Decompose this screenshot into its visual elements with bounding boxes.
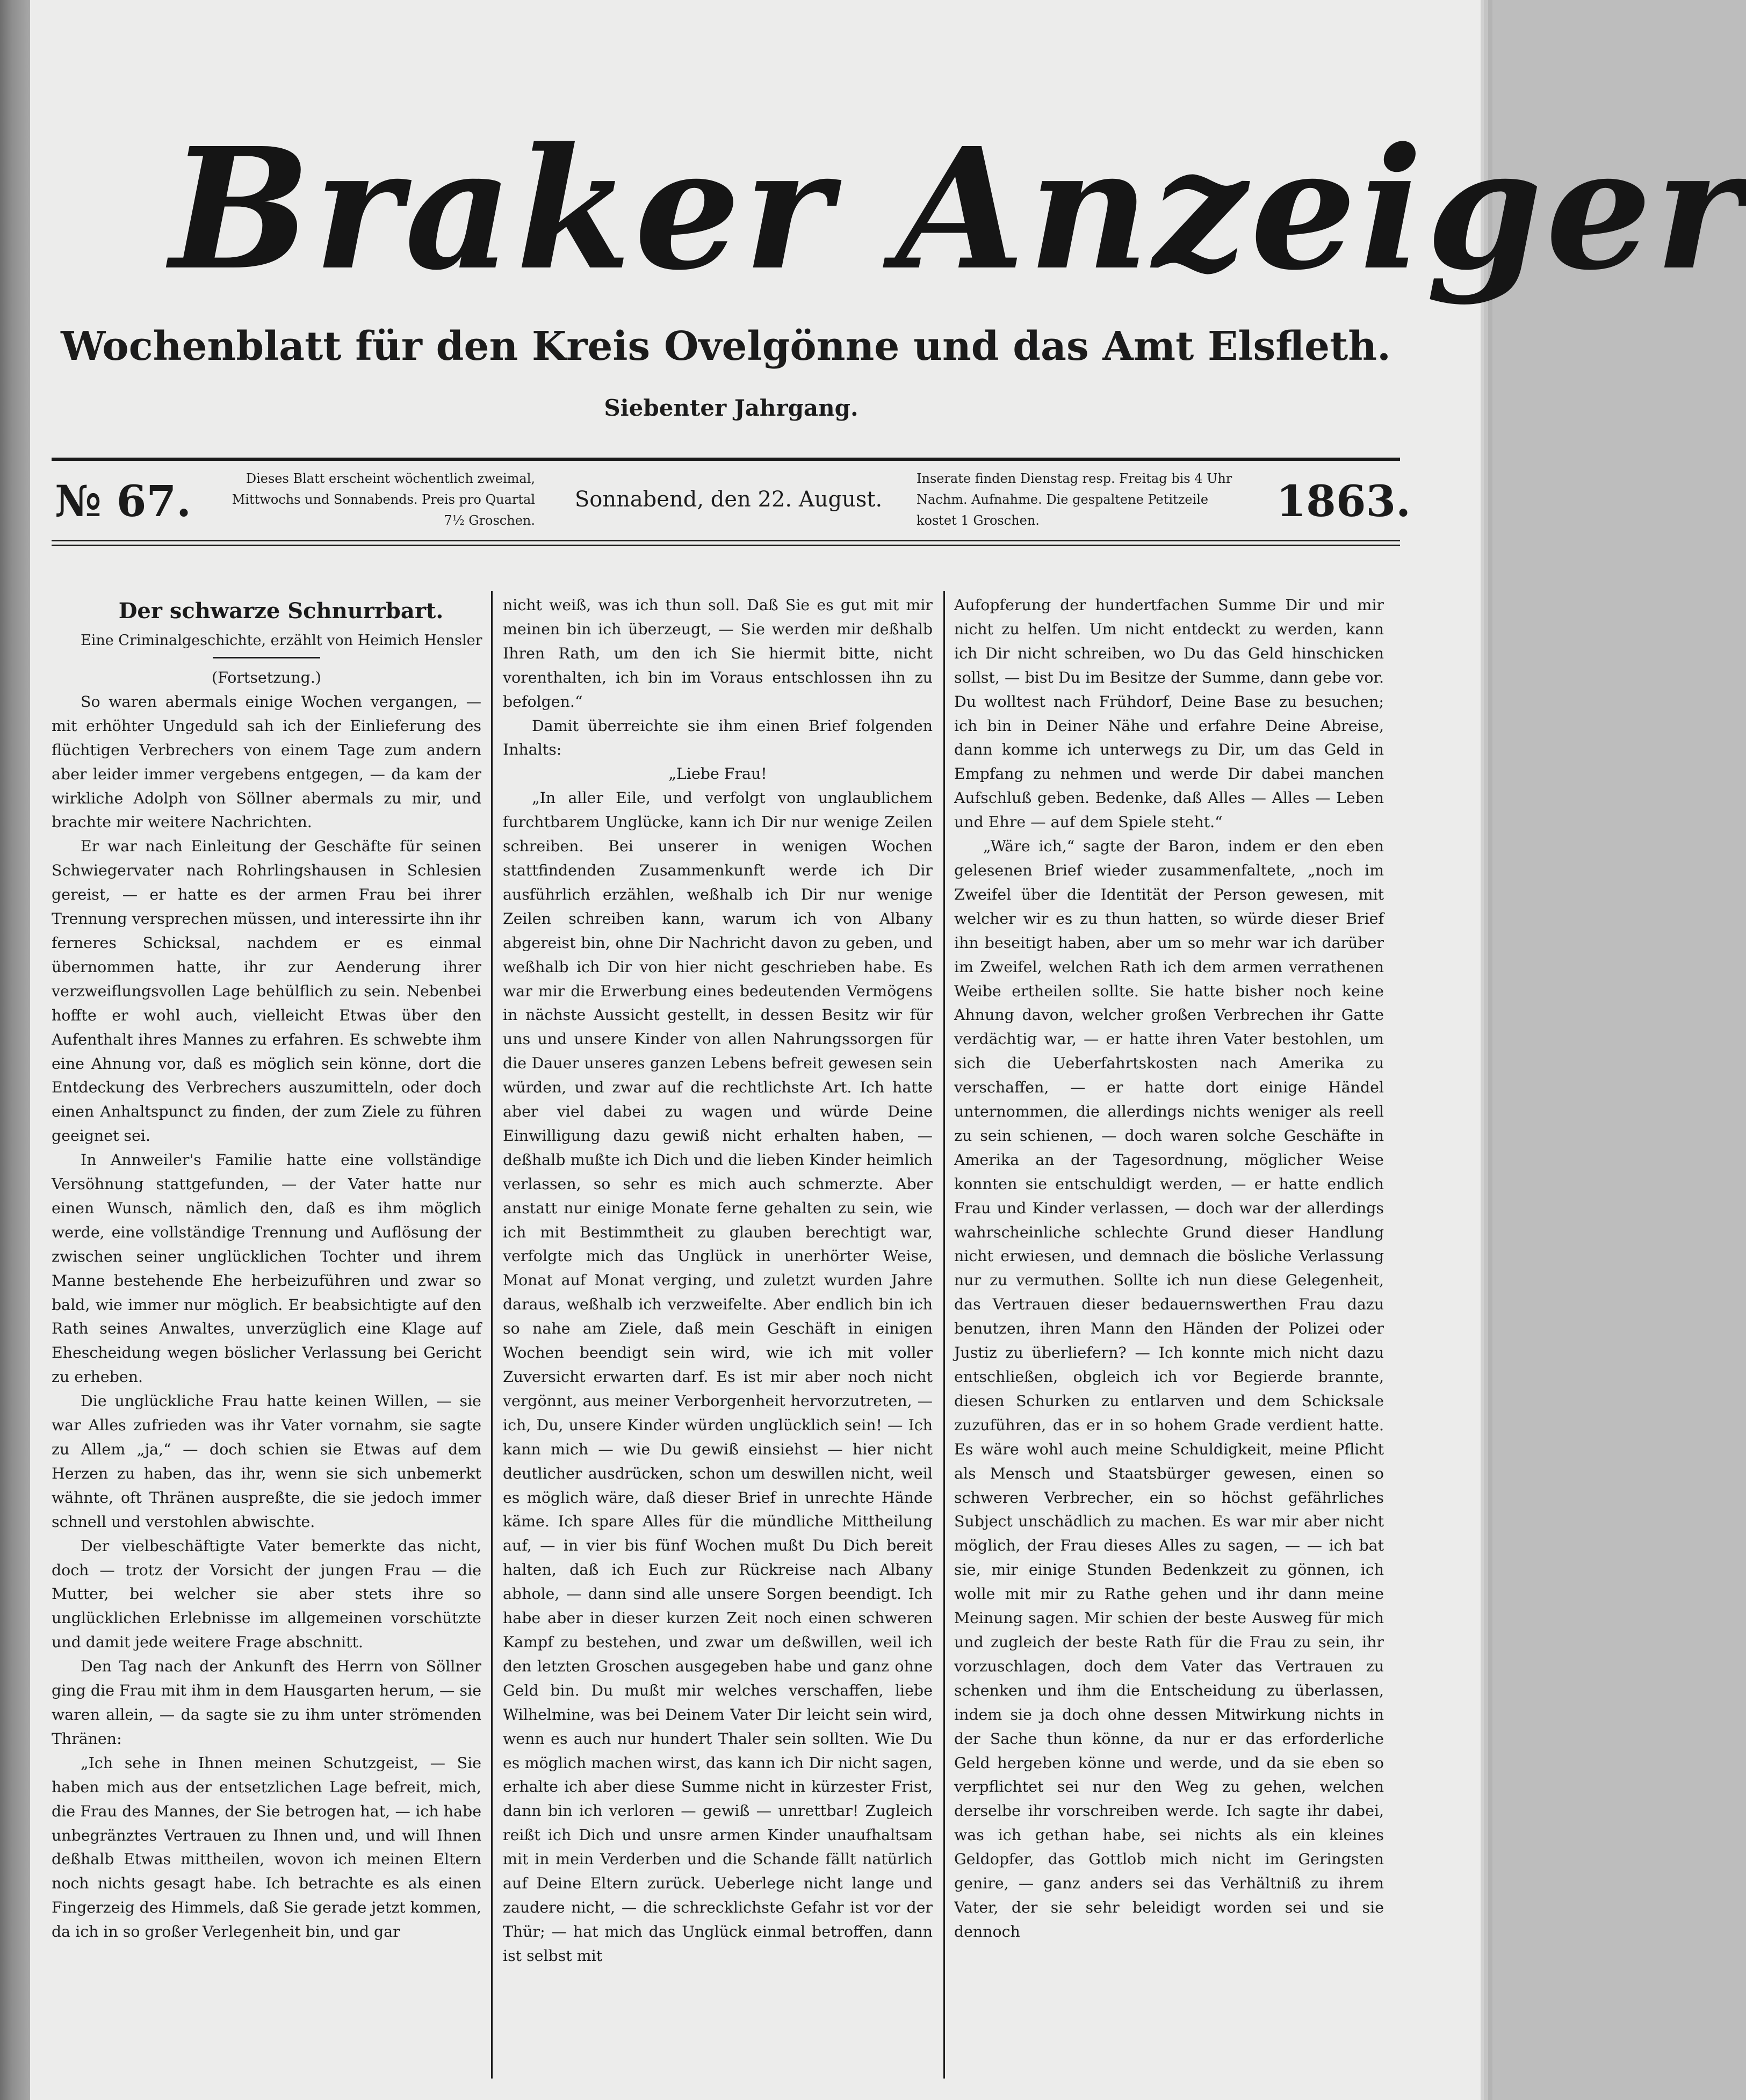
title-divider [213, 657, 320, 658]
article-byline: Eine Criminalgeschichte, erzählt von Heimich Hensler [81, 632, 482, 649]
letter-salutation: „Liebe Frau! [668, 765, 767, 783]
ads-note: Inserate finden Dienstag resp. Freitag bis 4 Uhr Nachm. Aufnahme. Die gespaltene Petitzeile kostet 1 Groschen. [917, 471, 1232, 528]
paragraph: „Wäre ich,“ sagte der Baron, indem er den eben gelesenen Brief wieder zusammenfaltete, „noch im Zweifel über die Identität der Person gewesen, mit welcher wir es zu thun hatten, so würde dieser Brief ihn beseitigt haben, aber um so mehr war ich darüber im Zweifel, welchen Rath ich dem armen verrathenen Weibe ertheilen sollte. Sie hatte bisher noch keine Ahnung davon, welcher großen Verbrechen ihr Gatte verdächtig war, — er hatte ihren Vater bestohlen, um sich die Ueberfahrtskosten nach Amerika zu verschaffen, — er hatte dort einige Händel unternommen, die allerdings nichts weniger als reell zu sein schienen, — doch waren solche Geschäfte in Amerika an der Tagesordnung, möglicher Weise konnten sie entschuldigt werden, — er hatte endlich Frau und Kinder verlassen, — doch war der allerdings wahrscheinliche schlechte Grund dieser Handlung nicht erwiesen, und demnach die bösliche Verlassung nur zu vermuthen. Sollte ich nun diese Gelegenheit, das Vertrauen dieser bedauernswerthen Frau dazu benutzen, ihren Mann den Händen der Polizei oder Justiz zu überliefern? — Ich konnte mich nicht dazu entschließen, obgleich ich vor Begierde brannte, diesen Schurken zu entlarven und dem Schicksale zuzuführen, das er in so hohem Grade verdient hatte. Es wäre wohl auch meine Schuldigkeit, meine Pflicht als Mensch und Staatsbürger gewesen, einen so schweren Verbrecher, ein so höchst gefährliches Subject unschädlich zu machen. Es war mir aber nicht möglich, der Frau dieses Alles zu sagen, — — ich bat sie, mir einige Stunden Bedenkzeit zu gönnen, ich wolle mit mir zu Rathe gehen und ihr dann meine Meinung sagen. Mir schien der beste Ausweg für mich und zugleich der beste Rath für die Frau zu sein, ihr vorzuschlagen, doch dem Vater das Vertrauen zu schenken und ihm die Entscheidung zu überlassen, indem sie ja doch ohne dessen Mitwirkung nichts in der Sache thun könne, da nur er das erforderliche Geld hergeben könne und werde, und da sie eben so verpflichtet sei nur den Weg zu gehen, welchen derselbe ihr vorschreiben werde. Ich sagte ihr dabei, was ich gethan habe, sei nichts als ein kleines Geldopfer, das Gottlob mich nicht im Geringsten genire, — ganz anders sei das Verhältniß zu ihrem Vater, der sie sehr beleidigt worden sei und sie dennoch [954, 837, 1384, 1940]
issue-number: № 67. [55, 476, 191, 526]
masthead-subtitle: Wochenblatt für den Kreis Ovelgönne und das Amt Elsfleth. [61, 323, 1391, 370]
text-column-2 [503, 593, 933, 2079]
masthead-volume: Siebenter Jahrgang. [604, 395, 858, 421]
header-rule-bottom-double [52, 545, 1400, 546]
article-title: Der schwarze Schnurrbart. [118, 598, 444, 624]
issue-date: Sonnabend, den 22. August. [574, 487, 883, 512]
paragraph: Damit überreichte sie ihm einen Brief folgenden Inhalts: [503, 716, 933, 759]
text-column-1 [52, 593, 481, 2079]
column-divider-right [943, 591, 945, 2079]
paragraph: Aufopferung der hundertfachen Summe Dir und mir nicht zu helfen. Um nicht entdeckt zu werden, kann ich Dir nicht schreiben, wo Du das Geld hinschicken sollst, — bist Du im Besitze der Summe, dann gebe vor. Du wolltest nach Frühdorf, Deine Base zu besuchen; ich bin in Deiner Nähe und erfahre Deine Abreise, dann komme ich unterwegs zu Dir, um das Geld in Empfang zu nehmen und werde Dir dabei manchen Aufschluß geben. Bedenke, daß Alles — Alles — Leben und Ehre — auf dem Spiele steht.“ [954, 596, 1384, 831]
issue-year: 1863. [1276, 476, 1411, 526]
paragraph: „Ich sehe in Ihnen meinen Schutzgeist, — Sie haben mich aus der entsetzlichen Lage befreit, mich, die Frau des Mannes, der Sie betrogen hat, — ich habe unbegränztes Vertrauen zu Ihnen und, und will Ihnen deßhalb Etwas mittheilen, wovon ich meinen Eltern noch nichts gesagt habe. Ich betrachte es als einen Fingerzeig des Himmels, daß Sie gerade jetzt kommen, da ich in so großer Verlegenheit bin, und gar [52, 1754, 481, 1941]
paragraph: nicht weiß, was ich thun soll. Daß Sie es gut mit mir meinen bin ich überzeugt, — Sie werden mir deßhalb Ihren Rath, um den ich Sie hiermit bitte, nicht vorenthalten, ich bin im Voraus entschlossen ihn zu befolgen.“ [503, 596, 933, 711]
header-rule-bottom [52, 540, 1400, 541]
paragraph: Der vielbeschäftigte Vater bemerkte das nicht, doch — trotz der Vorsicht der jungen Frau — die Mutter, bei welcher sie aber stets ihre so unglücklichen Erlebnisse im allgemeinen vorschützte und damit jede weitere Frage abschnitt. [52, 1537, 481, 1652]
column-divider-left [491, 591, 493, 2079]
article-continuation: (Fortsetzung.) [212, 669, 321, 686]
text-column-3 [954, 593, 1384, 2079]
paragraph: Die unglückliche Frau hatte keinen Willen, — sie war Alles zufrieden was ihr Vater vornahm, sie sagte zu Allem „ja,“ — doch schien sie Etwas auf dem Herzen zu haben, das ihr, wenn sie sich unbemerkt wähnte, oft Thränen auspreßte, die sie jedoch immer schnell und verstohlen abwischte. [52, 1392, 481, 1531]
paragraph: „In aller Eile, und verfolgt von unglaublichem furchtbarem Unglücke, kann ich Dir nur wenige Zeilen schreiben. Bei unserer in wenigen Wochen stattfindenden Zusammenkunft werde ich Dir ausführlich erzählen, weßhalb ich Dir nur wenige Zeilen schreiben kann, warum ich von Albany abgereist bin, ohne Dir Nachricht davon zu geben, und weßhalb ich Dir von hier nicht geschrieben habe. Es war mir die Erwerbung eines bedeutenden Vermögens in nächste Aussicht gestellt, in dessen Besitz wir für uns und unsere Kinder von allen Nahrungssorgen für die Dauer unseres ganzen Lebens befreit gewesen sein würden, und zwar auf die rechtlichste Art. Ich hatte aber viel dabei zu wagen und würde Deine Einwilligung dazu gewiß nicht erhalten haben, — deßhalb mußte ich Dich und die lieben Kinder heimlich verlassen, so sehr es mich auch schmerzte. Aber anstatt nur einige Monate ferne gehalten zu sein, wie ich mit Bestimmtheit zu glauben berechtigt war, verfolgte mich das Unglück in unerhörter Weise, Monat auf Monat verging, und zuletzt wurden Jahre daraus, weßhalb ich verzweifelte. Aber endlich bin ich so nahe am Ziele, daß mein Geschäft in einigen Wochen beendigt sein wird, wie ich mit voller Zuversicht erwarten darf. Es ist mir aber noch nicht vergönnt, aus meiner Verborgenheit hervorzutreten, — ich, Du, unsere Kinder würden unglücklich sein! — Ich kann mich — wie Du gewiß einsiehst — hier nicht deutlicher ausdrücken, schon um deswillen nicht, weil es möglich wäre, daß dieser Brief in unrechte Hände käme. Ich spare Alles für die mündliche Mittheilung auf, — in vier bis fünf Wochen mußt Du Dich bereit halten, daß ich Euch zur Rückreise nach Albany abhole, — dann sind alle unsere Sorgen beendigt. Ich habe aber in dieser kurzen Zeit noch einen schweren Kampf zu bestehen, und zwar um deßwillen, weil ich den letzten Groschen ausgegeben habe und ganz ohne Geld bin. Du mußt mir welches verschaffen, liebe Wilhelmine, was bei Deinem Vater Dir leicht sein wird, wenn es auch nur hundert Thaler sein sollten. Wie Du es möglich machen wirst, das kann ich Dir nicht sagen, erhalte ich aber diese Summe nicht in kürzester Frist, dann bin ich verloren — gewiß — unrettbar! Zugleich reißt ich Dich und unsre armen Kinder unaufhaltsam mit in mein Verderben und die Schande fällt natürlich auf Deine Eltern zurück. Ueberlege nicht lange und zaudere nicht, — die schrecklichste Gefahr ist vor der Thür; — hat mich das Unglück einmal betroffen, dann ist selbst mit [503, 789, 933, 1965]
paragraph: Den Tag nach der Ankunft des Herrn von Söllner ging die Frau mit ihm in dem Hausgarten herum, — sie waren allein, — da sagte sie zu ihm unter strömenden Thränen: [52, 1657, 481, 1748]
newspaper-page [30, 0, 1746, 2100]
paragraph: So waren abermals einige Wochen vergangen, — mit erhöhter Ungeduld sah ich der Einlieferung des flüchtigen Verbrechers von einem Tage zum andern aber leider immer vergebens entgegen, — da kam der wirkliche Adolph von Söllner abermals zu mir, und brachte mir weitere Nachrichten. [52, 692, 481, 831]
book-binding-edge [0, 0, 30, 2100]
paragraph: Er war nach Einleitung der Geschäfte für seinen Schwiegervater nach Rohrlingshausen in Schlesien gereist, — er hatte es der armen Frau bei ihrer Trennung versprechen müssen, und interessirte ihn ihr ferneres Schicksal, nachdem er es einmal übernommen hatte, ihr zur Aenderung ihrer verzweiflungsvollen Lage behülflich zu sein. Nebenbei hoffte er wohl auch, vielleicht Etwas über den Aufenthalt ihres Mannes zu erfahren. Es schwebte ihm eine Ahnung vor, daß es möglich sein könne, dort die Entdeckung des Verbrechers auszumitteln, oder doch einen Anhaltspunct zu finden, der zum Ziele zu führen geeignet sei. [52, 837, 481, 1145]
masthead-title: Braker Anzeiger [170, 112, 1746, 307]
header-rule-top [52, 458, 1400, 461]
publication-note: Dieses Blatt erscheint wöchentlich zweimal, Mittwochs und Sonnabends. Preis pro Quartal 7½ Groschen. [232, 471, 535, 528]
paragraph: In Annweiler's Familie hatte eine vollständige Versöhnung stattgefunden, — der Vater hatte nur einen Wunsch, nämlich den, daß es ihm möglich werde, eine vollständige Trennung und Auflösung der zwischen seiner unglücklichen Tochter und ihrem Manne bestehende Ehe herbeizuführen und zwar so bald, wie immer nur möglich. Er beabsichtigte auf den Rath seines Anwaltes, unverzüglich eine Klage auf Ehescheidung wegen böslicher Verlassung bei Gericht zu erheben. [52, 1151, 481, 1386]
